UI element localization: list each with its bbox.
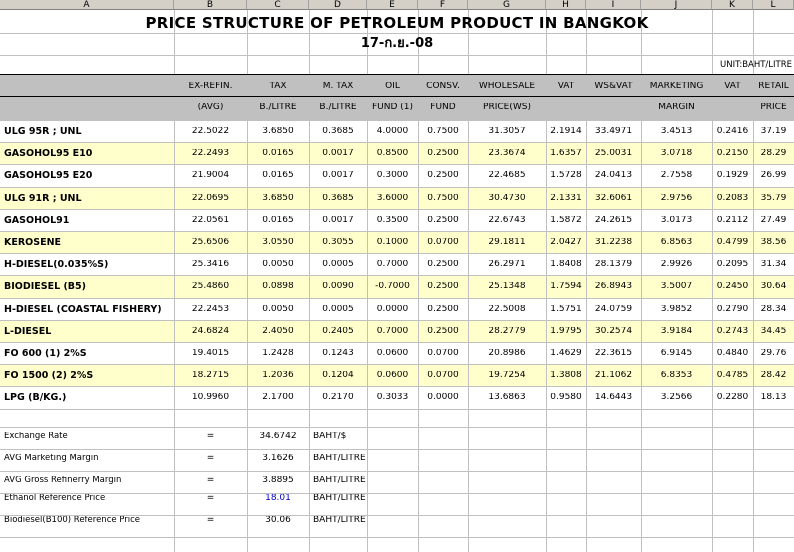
price-cell[interactable]: 4.0000 [376, 127, 409, 136]
column-header-c[interactable]: C [247, 0, 309, 10]
price-cell[interactable]: 24.0413 [594, 171, 633, 181]
grid-hline [0, 427, 794, 428]
price-cell[interactable]: 1.5751 [550, 304, 582, 314]
price-cell[interactable]: 0.3500 [376, 215, 409, 225]
price-cell[interactable]: 0.2500 [427, 304, 459, 314]
price-cell[interactable]: 26.8943 [594, 282, 633, 292]
price-cell[interactable]: 6.9145 [660, 349, 693, 358]
price-cell[interactable]: 25.3416 [191, 260, 230, 270]
summary-equals: = [206, 476, 215, 485]
price-cell[interactable]: 2.4050 [262, 326, 294, 336]
grid-hline [0, 342, 794, 343]
product-name[interactable]: BIODIESEL (B5) [4, 282, 86, 293]
price-cell[interactable]: 24.2615 [594, 215, 633, 225]
price-cell[interactable]: 2.9756 [660, 193, 693, 203]
grid-hline [0, 33, 794, 34]
summary-label: AVG Gross Refinerry Margin [4, 476, 122, 485]
header-4-line1: OIL [385, 82, 400, 91]
price-cell[interactable]: 19.7254 [488, 371, 526, 381]
column-header-g[interactable]: G [468, 0, 546, 10]
price-cell[interactable]: 29.1811 [488, 238, 526, 247]
product-name[interactable]: GASOHOL95 E20 [4, 171, 93, 182]
product-name[interactable]: H-DIESEL(0.035%S) [4, 260, 109, 271]
header-11-line2: PRICE [760, 103, 787, 112]
summary-unit: BAHT/LITRE [313, 494, 366, 503]
price-cell[interactable]: 24.6824 [191, 326, 230, 336]
column-header-h[interactable]: H [546, 0, 586, 10]
price-cell[interactable]: 0.7500 [427, 193, 459, 203]
column-header-k[interactable]: K [712, 0, 753, 10]
summary-unit: BAHT/LITRE [313, 454, 366, 463]
summary-label: AVG Marketing Margin [4, 454, 99, 463]
price-cell[interactable]: 22.2453 [191, 304, 230, 314]
product-name[interactable]: ULG 95R ; UNL [4, 127, 82, 137]
price-cell[interactable]: 0.2500 [427, 171, 459, 181]
summary-equals: = [206, 494, 215, 503]
grid-hline [0, 231, 794, 232]
header-3-line1: M. TAX [322, 82, 354, 91]
summary-equals: = [206, 454, 215, 463]
column-header-b[interactable]: B [174, 0, 247, 10]
price-cell[interactable]: 3.9852 [660, 304, 693, 314]
price-cell[interactable]: 25.4860 [191, 282, 230, 292]
price-cell[interactable]: 1.5872 [550, 215, 582, 225]
price-cell[interactable]: 0.0090 [322, 282, 354, 292]
price-cell[interactable]: 0.2500 [427, 326, 459, 336]
price-cell[interactable]: 33.4971 [594, 127, 633, 136]
price-cell[interactable]: 22.5022 [191, 127, 230, 136]
grid-hline [0, 75, 794, 76]
price-cell[interactable]: 2.7558 [660, 171, 693, 181]
price-cell[interactable]: 25.6506 [191, 238, 230, 247]
header-8-line2 [586, 103, 641, 115]
product-name[interactable]: GASOHOL91 [4, 215, 70, 226]
price-cell[interactable]: 10.9960 [191, 393, 230, 403]
price-cell[interactable]: -0.7000 [375, 282, 410, 292]
report-date: 17-ก.ย.-08 [360, 36, 434, 51]
price-cell[interactable]: 0.0017 [322, 171, 354, 181]
summary-label: Ethanol Reference Price [4, 494, 106, 503]
price-cell[interactable]: 0.0700 [427, 238, 459, 247]
price-cell[interactable]: 26.99 [760, 171, 787, 181]
grid-hline [0, 120, 794, 121]
price-cell[interactable]: 2.1331 [550, 193, 582, 203]
price-cell[interactable]: 0.1929 [716, 171, 749, 181]
grid-hline [0, 253, 794, 254]
column-header-a[interactable]: A [0, 0, 174, 10]
price-cell[interactable]: 0.2112 [716, 215, 749, 225]
price-cell[interactable]: 38.56 [760, 238, 787, 247]
summary-value[interactable]: 3.1626 [262, 454, 294, 463]
price-cell[interactable]: 0.2405 [322, 326, 354, 336]
price-cell[interactable]: 1.4629 [550, 349, 582, 358]
price-cell[interactable]: 31.3057 [488, 127, 526, 136]
price-cell[interactable]: 0.0050 [262, 260, 294, 270]
price-cell[interactable]: 0.7000 [376, 326, 409, 336]
price-cell[interactable]: 0.0005 [322, 304, 354, 314]
summary-equals: = [206, 516, 215, 525]
price-cell[interactable]: 0.0700 [427, 371, 459, 381]
price-cell[interactable]: 1.3808 [550, 371, 582, 381]
price-cell[interactable]: 0.7500 [427, 127, 459, 136]
price-cell[interactable]: 25.0031 [594, 149, 633, 159]
price-cell[interactable]: 1.7594 [550, 282, 582, 292]
price-cell[interactable]: 18.2715 [191, 371, 230, 381]
product-name[interactable]: LPG (B/KG.) [4, 393, 67, 404]
price-cell[interactable]: 22.0695 [191, 193, 230, 203]
header-rule [0, 96, 794, 97]
price-cell[interactable]: 1.6357 [550, 149, 582, 159]
price-cell[interactable]: 19.4015 [191, 349, 230, 358]
price-cell[interactable]: 1.8408 [550, 260, 582, 270]
price-cell[interactable]: 3.0718 [660, 149, 693, 159]
price-cell[interactable]: 1.2036 [262, 371, 294, 381]
price-cell[interactable]: 22.5008 [488, 304, 526, 314]
summary-value[interactable]: 30.06 [265, 516, 291, 525]
price-cell[interactable]: 2.0427 [550, 238, 582, 247]
price-cell[interactable]: 35.79 [760, 193, 787, 203]
grid-hline [0, 537, 794, 538]
price-cell[interactable]: 0.7000 [376, 260, 409, 270]
header-5-line2: FUND [430, 103, 456, 112]
price-cell[interactable]: 0.0000 [376, 304, 409, 314]
price-cell[interactable]: 0.2500 [427, 282, 459, 292]
price-cell[interactable]: 13.6863 [488, 393, 526, 403]
price-cell[interactable]: 0.0165 [262, 171, 294, 181]
price-cell[interactable]: 0.3000 [376, 171, 409, 181]
column-header-e[interactable]: E [367, 0, 418, 10]
price-cell[interactable]: 22.0561 [191, 215, 230, 225]
price-cell[interactable]: 22.3615 [594, 349, 633, 358]
grid-hline [0, 409, 794, 410]
price-cell[interactable]: 1.9795 [550, 326, 582, 336]
price-cell[interactable]: 2.1914 [550, 127, 582, 136]
grid-hline [0, 142, 794, 143]
price-cell[interactable]: 25.1348 [488, 282, 526, 292]
price-cell[interactable]: 3.2566 [660, 393, 693, 403]
summary-unit: BAHT/LITRE [313, 516, 366, 525]
price-cell[interactable]: 0.2743 [716, 326, 749, 336]
summary-label: Biodiesel(B100) Reference Price [4, 516, 141, 525]
header-11-line1: RETAIL [758, 82, 789, 91]
price-cell[interactable]: 3.5007 [660, 282, 693, 292]
header-10-line1: VAT [724, 82, 741, 91]
price-cell[interactable]: 3.0173 [660, 215, 693, 225]
column-header-d[interactable]: D [309, 0, 367, 10]
price-cell[interactable]: 37.19 [760, 127, 787, 136]
price-cell[interactable]: 0.0017 [322, 149, 354, 159]
price-cell[interactable]: 0.0050 [262, 304, 294, 314]
price-cell[interactable]: 14.6443 [594, 393, 633, 403]
header-6-line1: WHOLESALE [478, 82, 536, 91]
price-cell[interactable]: 0.2416 [716, 127, 749, 136]
price-cell[interactable]: 0.1204 [322, 371, 354, 381]
price-cell[interactable]: 18.13 [760, 393, 787, 403]
grid-hline [0, 164, 794, 165]
column-header-l[interactable]: L [753, 0, 794, 10]
grid-hline [0, 209, 794, 210]
price-cell[interactable]: 24.0759 [594, 304, 633, 314]
column-header-j[interactable]: J [641, 0, 712, 10]
product-name[interactable]: GASOHOL95 E10 [4, 149, 93, 160]
product-name[interactable]: KEROSENE [4, 238, 62, 248]
price-cell[interactable]: 0.0017 [322, 215, 354, 225]
price-cell[interactable]: 23.3674 [488, 149, 526, 159]
header-7-line2 [546, 103, 586, 115]
header-8-line1: WS&VAT [594, 82, 633, 91]
grid-hline [0, 364, 794, 365]
grid-hline [0, 55, 794, 56]
page-title: PRICE STRUCTURE OF PETROLEUM PRODUCT IN BANGKOK [145, 14, 649, 32]
price-cell[interactable]: 0.2500 [427, 215, 459, 225]
summary-value[interactable]: 18.01 [265, 494, 291, 503]
header-2-line1: TAX [269, 82, 287, 91]
header-10-line2 [712, 103, 753, 115]
header-5-line1: CONSV. [426, 82, 460, 91]
price-cell[interactable]: 3.9184 [660, 326, 693, 336]
price-cell[interactable]: 29.76 [760, 349, 787, 358]
price-cell[interactable]: 0.2500 [427, 149, 459, 159]
summary-value[interactable]: 34.6742 [259, 432, 297, 441]
header-4-line2: FUND (1) [371, 103, 414, 112]
price-cell[interactable]: 3.6850 [262, 193, 294, 203]
price-cell[interactable]: 20.8986 [488, 349, 526, 358]
unit-label: UNIT:BAHT/LITRE [719, 60, 792, 70]
price-cell[interactable]: 1.2428 [262, 349, 294, 358]
price-cell[interactable]: 31.34 [760, 260, 787, 270]
price-cell[interactable]: 0.9580 [550, 393, 582, 403]
price-cell[interactable]: 28.2779 [488, 326, 526, 336]
price-cell[interactable]: 0.0165 [262, 215, 294, 225]
header-rule [0, 74, 794, 75]
price-cell[interactable]: 0.2170 [322, 393, 354, 403]
price-cell[interactable]: 0.0600 [376, 371, 409, 381]
price-cell[interactable]: 0.1243 [322, 349, 354, 358]
price-cell[interactable]: 0.0005 [322, 260, 354, 270]
price-cell[interactable]: 22.2493 [191, 149, 230, 159]
price-cell[interactable]: 0.3685 [322, 127, 354, 136]
price-cell[interactable]: 6.8563 [660, 238, 693, 247]
price-cell[interactable]: 28.29 [760, 149, 787, 159]
price-cell[interactable]: 0.2500 [427, 260, 459, 270]
grid-hline [0, 320, 794, 321]
price-cell[interactable]: 3.4513 [660, 127, 693, 136]
price-cell[interactable]: 0.0600 [376, 349, 409, 358]
price-cell[interactable]: 0.0165 [262, 149, 294, 159]
product-name[interactable]: ULG 91R ; UNL [4, 193, 82, 204]
grid-hline [0, 187, 794, 188]
price-cell[interactable]: 2.9926 [660, 260, 693, 270]
column-header-i[interactable]: I [586, 0, 641, 10]
grid-hline [0, 298, 794, 299]
grid-hline [0, 386, 794, 387]
product-name[interactable]: FO 1500 (2) 2%S [4, 371, 94, 382]
header-1-line1: EX-REFIN. [188, 82, 233, 91]
price-cell[interactable]: 0.4840 [716, 349, 749, 358]
price-cell[interactable]: 22.4685 [488, 171, 526, 181]
price-cell[interactable]: 0.3685 [322, 193, 354, 203]
header-6-line2: PRICE(WS) [483, 103, 531, 112]
summary-unit: BAHT/LITRE [313, 476, 366, 485]
grid-hline [0, 471, 794, 472]
price-cell[interactable]: 0.8500 [376, 149, 409, 159]
summary-value[interactable]: 3.8895 [262, 476, 294, 485]
price-cell[interactable]: 2.1700 [262, 393, 294, 403]
price-cell[interactable]: 28.1379 [594, 260, 633, 270]
product-name[interactable]: L-DIESEL [4, 326, 52, 337]
price-cell[interactable]: 3.6000 [376, 193, 409, 203]
price-cell[interactable]: 0.3055 [322, 238, 354, 247]
price-cell[interactable]: 0.2450 [716, 282, 749, 292]
price-cell[interactable]: 21.1062 [594, 371, 633, 381]
price-cell[interactable]: 21.9004 [191, 171, 230, 181]
header-9-line1: MARKETING [649, 82, 704, 91]
price-cell[interactable]: 6.8353 [660, 371, 693, 381]
header-9-line2: MARGIN [658, 103, 695, 112]
grid-hline [0, 449, 794, 450]
summary-label: Exchange Rate [4, 432, 68, 441]
price-cell[interactable]: 0.4799 [716, 238, 749, 247]
header-1-line2: (AVG) [197, 103, 224, 112]
price-cell[interactable]: 22.6743 [488, 215, 526, 225]
header-2-line2: B./LITRE [259, 103, 297, 112]
price-cell[interactable]: 3.6850 [262, 127, 294, 136]
price-cell[interactable]: 28.42 [760, 371, 787, 381]
summary-unit: BAHT/$ [313, 432, 347, 441]
price-cell[interactable]: 34.45 [760, 326, 787, 336]
product-name[interactable]: H-DIESEL (COASTAL FISHERY) [4, 304, 162, 315]
price-cell[interactable]: 3.0550 [262, 238, 294, 247]
header-7-line1: VAT [557, 82, 575, 91]
price-cell[interactable]: 0.0000 [427, 393, 459, 403]
price-cell[interactable]: 0.0898 [262, 282, 294, 292]
price-cell[interactable]: 0.2280 [716, 393, 749, 403]
grid-hline [0, 275, 794, 276]
price-cell[interactable]: 0.3033 [376, 393, 409, 403]
column-header-f[interactable]: F [418, 0, 468, 10]
price-cell[interactable]: 0.2083 [716, 193, 749, 203]
price-cell[interactable]: 28.34 [760, 304, 787, 314]
price-cell[interactable]: 0.1000 [376, 238, 409, 247]
price-cell[interactable]: 0.0700 [427, 349, 459, 358]
product-name[interactable]: FO 600 (1) 2%S [4, 349, 87, 359]
summary-equals: = [206, 432, 215, 441]
price-cell[interactable]: 27.49 [760, 215, 787, 225]
price-cell[interactable]: 0.2790 [716, 304, 749, 314]
price-cell[interactable]: 26.2971 [488, 260, 526, 270]
price-cell[interactable]: 30.64 [760, 282, 787, 292]
price-cell[interactable]: 32.6061 [594, 193, 633, 203]
price-cell[interactable]: 30.4730 [488, 193, 526, 203]
price-cell[interactable]: 0.2095 [716, 260, 749, 270]
price-cell[interactable]: 30.2574 [594, 326, 633, 336]
price-cell[interactable]: 0.2150 [716, 149, 749, 159]
price-cell[interactable]: 0.4785 [716, 371, 749, 381]
price-cell[interactable]: 1.5728 [550, 171, 582, 181]
header-3-line2: B./LITRE [319, 103, 357, 112]
price-cell[interactable]: 31.2238 [594, 238, 633, 247]
